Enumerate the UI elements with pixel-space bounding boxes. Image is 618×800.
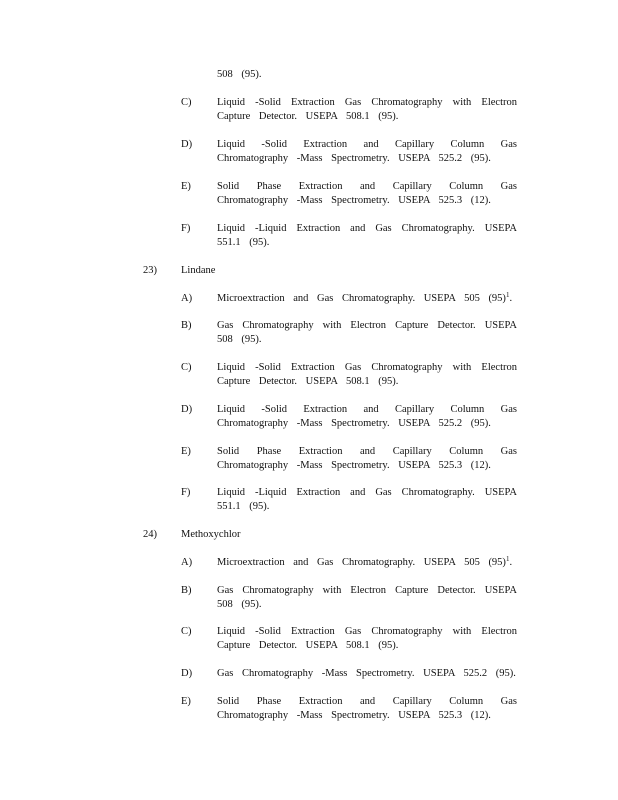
item-letter: F): [181, 223, 191, 234]
item-letter: F): [181, 487, 191, 498]
item-letter: E): [181, 181, 191, 192]
item-line: Microextraction and Gas Chromatography. USEPA 505 $(95)^1$.: [217, 291, 513, 304]
footnote-marker: 1: [505, 555, 510, 563]
item-line: Solid Phase Extraction and Capillary Column Gas: [217, 446, 517, 457]
item-letter: C): [181, 362, 192, 373]
item-line: Liquid -Solid Extraction Gas Chromatography with Electron: [217, 626, 517, 637]
item-line: Capture Detector. USEPA 508.1 (95).: [217, 376, 399, 387]
item-line: Solid Phase Extraction and Capillary Column Gas: [217, 696, 517, 707]
item-line: Microextraction and Gas Chromatography. USEPA 505 $(95)^1$.: [217, 555, 513, 568]
item-line: Liquid -Liquid Extraction and Gas Chromatography. USEPA: [217, 223, 517, 234]
item-line: Capture Detector. USEPA 508.1 (95).: [217, 640, 399, 651]
item-line: Chromatography -Mass Spectrometry. USEPA 525.2 (95).: [217, 418, 491, 429]
item-letter: B): [181, 585, 192, 596]
item-line: Chromatography -Mass Spectrometry. USEPA 525.3 (12).: [217, 460, 491, 471]
item-line: 508 (95).: [217, 334, 262, 345]
item-letter: D): [181, 668, 193, 679]
item-letter: D): [181, 139, 193, 150]
item-line: Solid Phase Extraction and Capillary Column Gas: [217, 181, 517, 192]
item-letter: A): [181, 557, 193, 568]
item-letter: C): [181, 97, 192, 108]
item-letter: E): [181, 696, 191, 707]
item-line: Liquid -Solid Extraction Gas Chromatography with Electron: [217, 97, 517, 108]
contaminant-name: Lindane: [181, 265, 216, 276]
item-line: Chromatography -Mass Spectrometry. USEPA 525.3 (12).: [217, 195, 491, 206]
item-letter: C): [181, 626, 192, 637]
item-line: Gas Chromatography -Mass Spectrometry. USEPA 525.2 (95).: [217, 668, 516, 679]
item-letter: A): [181, 293, 193, 304]
continuation-line: 508 (95).: [217, 69, 262, 80]
item-line: 508 (95).: [217, 599, 262, 610]
item-line: Liquid -Solid Extraction Gas Chromatography with Electron: [217, 362, 517, 373]
footnote-marker: 1: [505, 291, 510, 299]
item-line: Gas Chromatography with Electron Capture Detector. USEPA: [217, 585, 517, 596]
item-line: 551.1 (95).: [217, 237, 270, 248]
contaminant-number: 24): [143, 529, 157, 540]
item-line: Capture Detector. USEPA 508.1 (95).: [217, 111, 399, 122]
item-letter: E): [181, 446, 191, 457]
item-line: Liquid -Solid Extraction and Capillary Column Gas: [217, 404, 517, 415]
item-line: 551.1 (95).: [217, 501, 270, 512]
item-line: Chromatography -Mass Spectrometry. USEPA 525.3 (12).: [217, 710, 491, 721]
item-line: Liquid -Solid Extraction and Capillary Column Gas: [217, 139, 517, 150]
item-line: Gas Chromatography with Electron Capture Detector. USEPA: [217, 320, 517, 331]
item-line: Liquid -Liquid Extraction and Gas Chromatography. USEPA: [217, 487, 517, 498]
contaminant-number: 23): [143, 265, 157, 276]
item-letter: D): [181, 404, 193, 415]
item-letter: B): [181, 320, 192, 331]
contaminant-name: Methoxychlor: [181, 529, 241, 540]
item-line: Chromatography -Mass Spectrometry. USEPA 525.2 (95).: [217, 153, 491, 164]
